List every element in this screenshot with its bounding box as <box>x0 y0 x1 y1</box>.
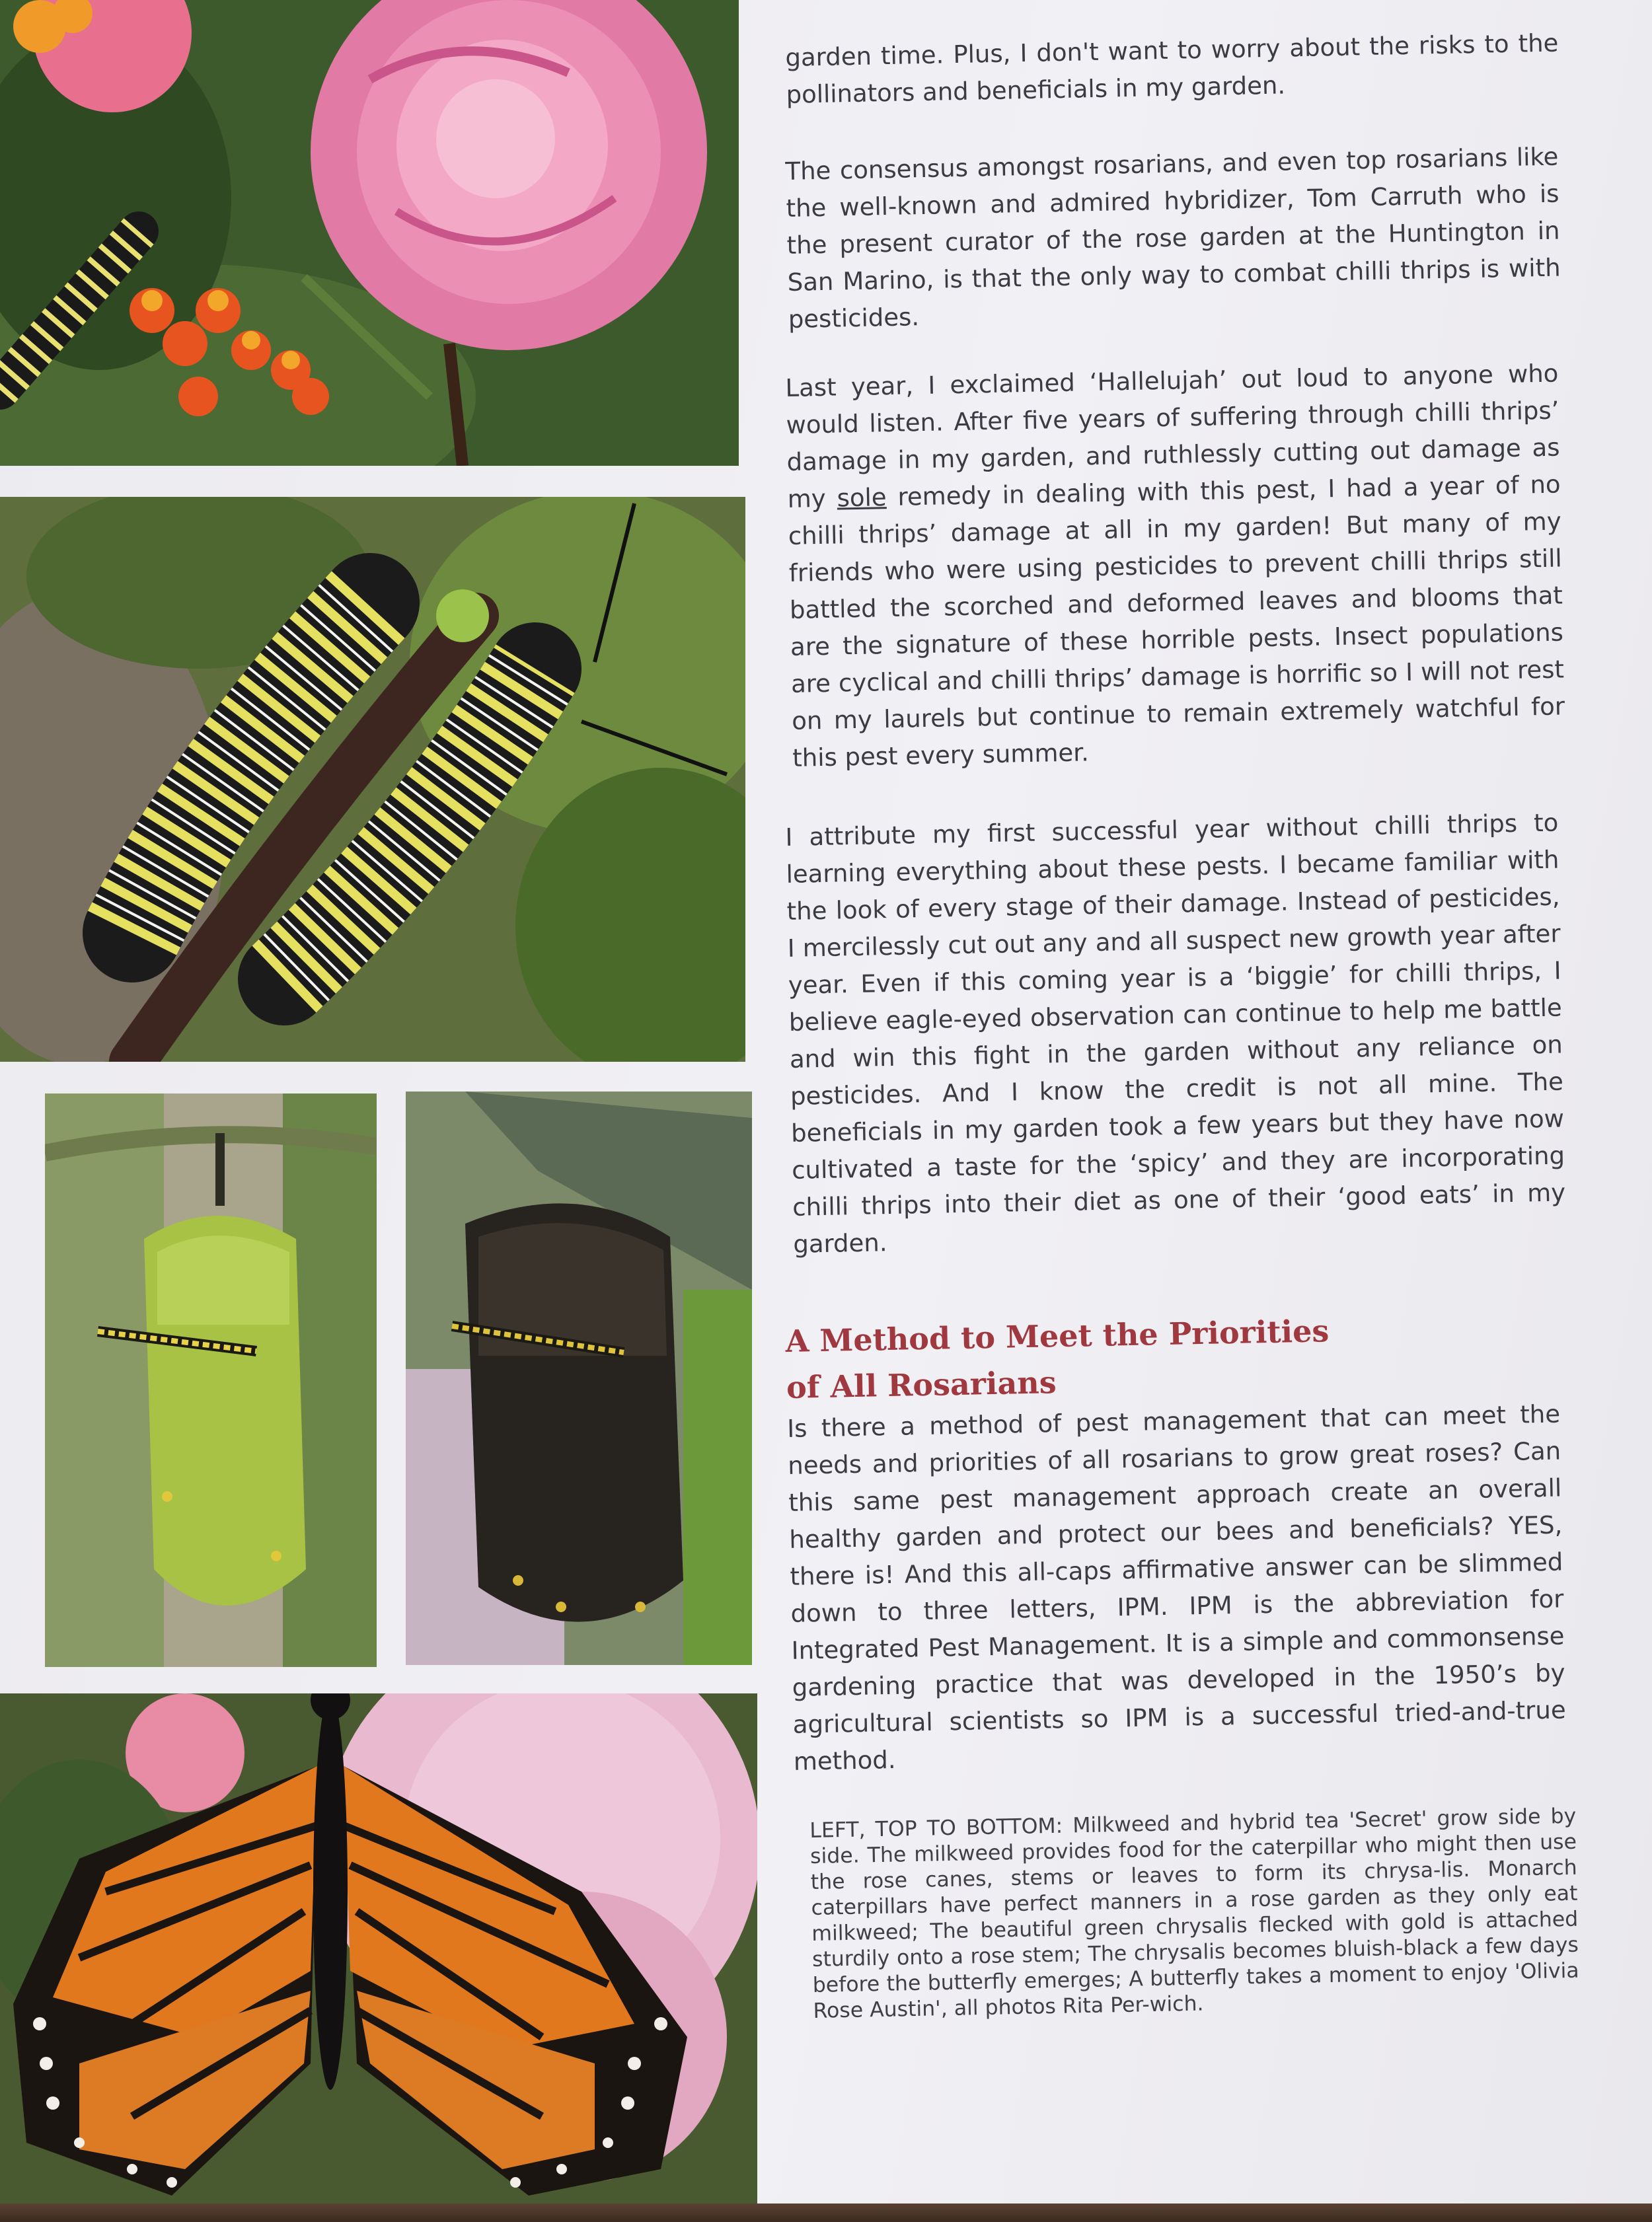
caption-text: LEFT, TOP TO BOTTOM: Milkweed and hybrid tea 'Secret' grow side by side. The milkweed provides food for the caterpillar who might then use the rose canes, stems or leaves to form its chrysa-lis. Monarch caterpillars have perfect manners in a rose garden as they only eat milkweed; The beautiful green chrysalis flecked with gold is attached sturdily onto a rose stem; The chrysalis becomes bluish-black a few days before the butterfly emerges; A butterfly takes a moment to enjoy 'Olivia Rose Austin', all photos Rita Per-wich. <box>809 1804 1579 2023</box>
ipm-section <box>785 1304 1567 1781</box>
photo-green-chrysalis <box>45 1093 377 1667</box>
photo-monarch-butterfly <box>0 1693 757 2203</box>
table-surface <box>0 2203 1652 2222</box>
paragraph-2-text: The consensus amongst rosarians, and even top rosarians like the well-known and admired hybridizer, Tom Carruth who is the present curator of the rose garden at the Huntington in San Marino, is that the only way to combat chilli thrips is with pesticides. <box>785 142 1561 334</box>
underlined-word: sole <box>837 483 887 513</box>
article-paragraph-2 <box>785 139 1561 338</box>
paragraph-3-text <box>785 355 1566 777</box>
photo-monarch-caterpillars <box>0 497 745 1062</box>
article-paragraph-1 <box>785 25 1559 114</box>
article-paragraph-3 <box>785 355 1566 777</box>
section-heading <box>785 1307 1382 1411</box>
paragraph-1-text: garden time. Plus, I don't want to worry about the risks to the pollinators and beneficials in my garden. <box>785 28 1559 109</box>
paragraph-3-part-a: Last year, I exclaimed ‘Hallelujah’ out loud to anyone who would listen. After five years of suffering through chilli thrips’ damage in my garden, and ruthlessly cutting out damage as my <box>785 359 1560 513</box>
paragraph-3-part-b: remedy in dealing with this pest, I had a year of no chilli thrips’ damage at all in my garden! But many of my friends who were using pesticides to prevent chilli thrips still battled the scorched and deformed leaves and blooms that are the signature of these horrible pests. Insect populations are cyclical and chilli thrips’ damage is horrific so I will not rest on my laurels but continue to remain extremely watchful for this pest every summer. <box>788 470 1565 772</box>
heading-line-2: of All Rosarians <box>786 1364 1057 1405</box>
photo-milkweed-and-rose <box>0 0 739 466</box>
heading-line-1: A Method to Meet the Priorities <box>785 1313 1330 1359</box>
photo-dark-chrysalis <box>406 1092 752 1665</box>
photo-caption <box>809 1804 1580 2024</box>
article-paragraph-4 <box>785 805 1567 1263</box>
paragraph-5-text: Is there a method of pest management that can meet the needs and priorities of all rosarians to grow great roses? Can this same pest management approach create an overall healthy garden and protect our bees and beneficials? YES, there is! And this all-caps affirmative answer can be slimmed down to three letters, IPM. IPM is the abbreviation for Integrated Pest Management. It is a simple and commonsense gardening practice that was developed in the 1950’s by agricultural scientists so IPM is a successful tried-and-true method. <box>786 1399 1567 1776</box>
paragraph-4-text: I attribute my first successful year without chilli thrips to learning everything about these pests. I became familiar with the look of every stage of their damage. Instead of pesticides, I mercilessly cut out any and all suspect new growth year after year. Even if this coming year is a ‘biggie’ for chilli thrips, I believe eagle-eyed observation can continue to help me battle and win this fight in the garden without any reliance on pesticides. And I know the credit is not all mine. The beneficials in my garden took a few years but they have now cultivated a taste for the ‘spicy’ and they are incorporating chilli thrips into their diet as one of their ‘good eats’ in my garden. <box>785 808 1566 1259</box>
